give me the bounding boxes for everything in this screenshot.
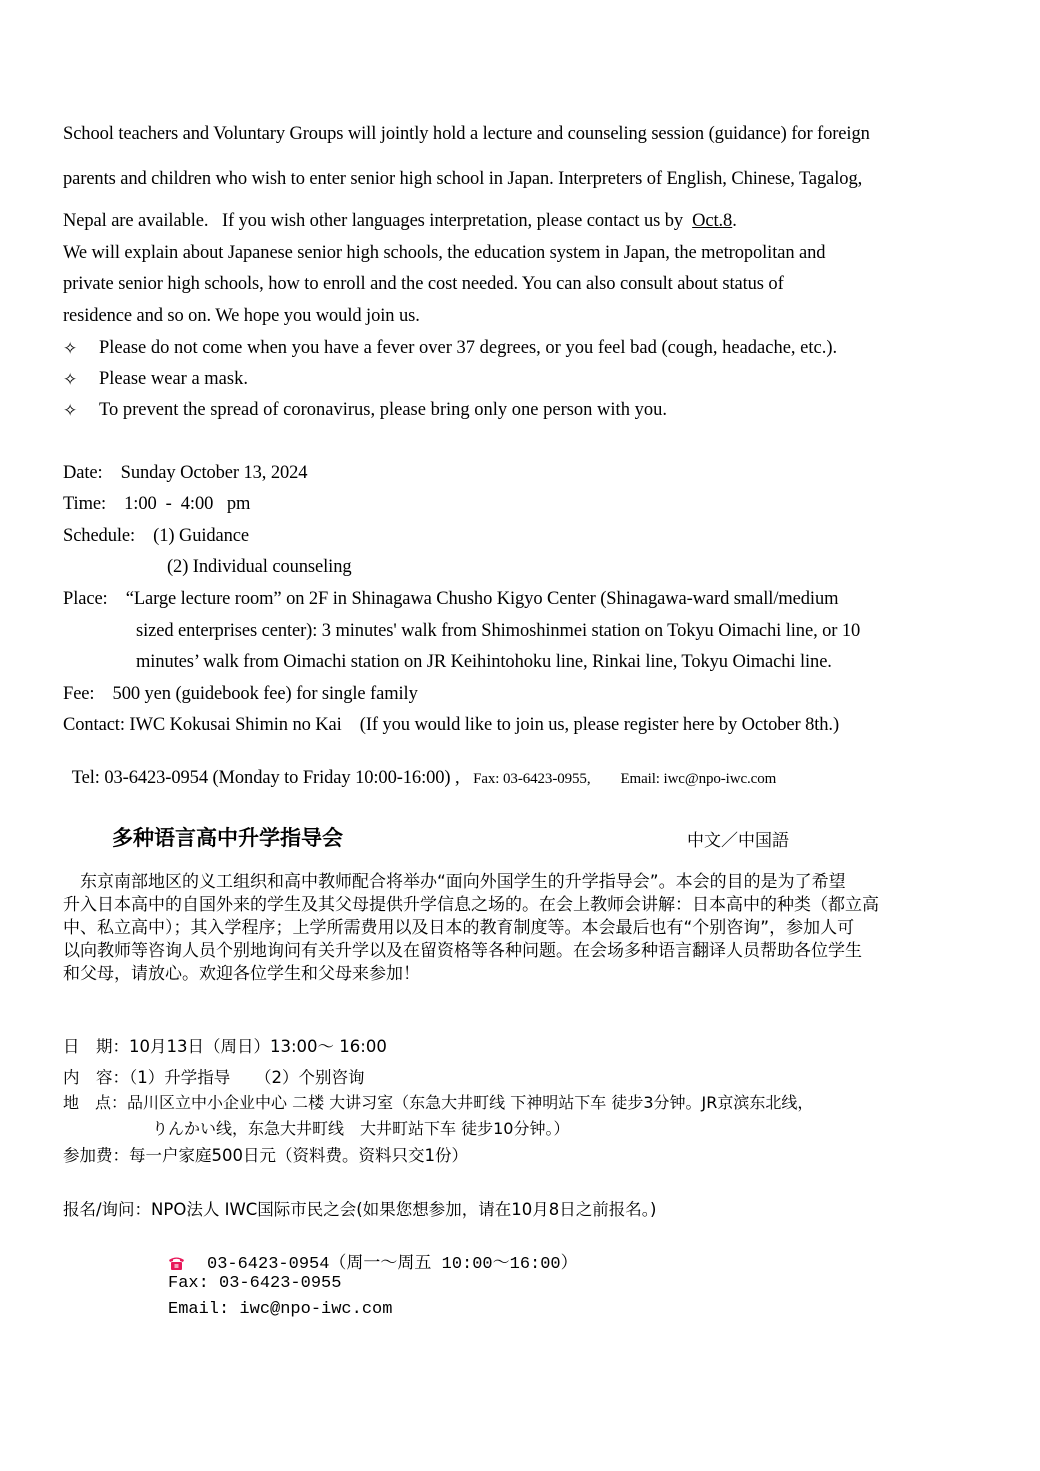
sparkle-bullet-icon: ✧ [63, 339, 78, 358]
notice-item-companion: To prevent the spread of coronavirus, please bring only one person with you. [99, 400, 667, 420]
intro-line-3 [63, 211, 737, 232]
chinese-register: 报名/询问：NPO法人 IWC国际市民之会(如果您想参加，请在10月8日之前报名。) [63, 1200, 657, 1219]
chinese-fax: Fax: 03-6423-0955 [168, 1274, 342, 1293]
chinese-date: 日 期：10月13日（周日）13:00～ 16:00 [63, 1037, 387, 1056]
event-place-3: minutes’ walk from Oimachi station on JR Keihintohoku line, Rinkai line, Tokyu Oimachi line. [136, 652, 832, 672]
notice-item-mask: Please wear a mask. [99, 369, 248, 389]
event-schedule-1: Schedule: (1) Guidance [63, 526, 250, 546]
chinese-body-2: 升入日本高中的自国外来的学生及其父母提供升学信息之场的。在会上教师会讲解：日本高中的种类（都立高 [63, 895, 879, 915]
event-place-2: sized enterprises center): 3 minutes' walk from Shimoshinmei station on Tokyu Oimachi line, or 10 [136, 621, 861, 641]
language-label: 中文／中国語 [687, 831, 789, 851]
chinese-body-4: 以向教师等咨询人员个别地询问有关升学以及在留资格等各种问题。在会场多种语言翻译人员帮助各位学生 [63, 941, 862, 961]
explain-line-2: private senior high schools, how to enroll and the cost needed. You can also consult about status of [63, 274, 784, 294]
intro-line-1: School teachers and Voluntary Groups will jointly hold a lecture and counseling session (guidance) for foreign [63, 124, 870, 144]
event-date: Date: Sunday October 13, 2024 [63, 463, 308, 483]
chinese-fee: 参加费：每一户家庭500日元（资料费。资料只交1份） [63, 1146, 468, 1165]
chinese-place-1: 地 点：品川区立中小企业中心 二楼 大讲习室（东急大井町线 下神明站下车 徒步3分钟。JR京滨东北线， [63, 1093, 814, 1112]
chinese-body-5: 和父母，请放心。欢迎各位学生和父母来参加！ [63, 964, 420, 984]
sparkle-bullet-icon: ✧ [63, 401, 78, 420]
chinese-phone: 03-6423-0954（周一～周五 10:00～16:00） [207, 1255, 578, 1274]
event-contact: Contact: IWC Kokusai Shimin no Kai (If you would like to join us, please register here by October 8th.) [63, 715, 840, 735]
event-time: Time: 1:00 - 4:00 pm [63, 494, 251, 514]
chinese-content: 内 容：（1）升学指导 （2）个别咨询 [63, 1068, 365, 1087]
deadline-link: Oct.8 [692, 211, 733, 231]
intro-line-2: parents and children who wish to enter senior high school in Japan. Interpreters of English, Chinese, Tagalog, [63, 169, 863, 189]
contact-tel: Tel: 03-6423-0954 (Monday to Friday 10:00-16:00) , [71, 768, 474, 788]
contact-line [63, 747, 776, 789]
chinese-phone-line [168, 1248, 578, 1274]
event-place-1: Place: “Large lecture room” on 2F in Shinagawa Chusho Kigyo Center (Shinagawa-ward small/medium [63, 589, 839, 609]
chinese-place-2: りんかい线，东急大井町线 大井町站下车 徒步10分钟。） [152, 1119, 570, 1138]
intro-line-3-text: Nepal are available. If you wish other languages interpretation, please contact us by [63, 211, 693, 231]
sparkle-bullet-icon: ✧ [63, 370, 78, 389]
chinese-email: Email: iwc@npo-iwc.com [168, 1300, 393, 1319]
telephone-icon [168, 1256, 185, 1270]
chinese-body-3: 中、私立高中）；其入学程序；上学所需费用以及日本的教育制度等。本会最后也有“个别咨询”，参加人可 [63, 918, 855, 938]
event-schedule-2: (2) Individual counseling [167, 557, 352, 577]
chinese-body-1: 东京南部地区的义工组织和高中教师配合将举办“面向外国学生的升学指导会”。本会的目的是为了希望 [63, 872, 846, 892]
deadline-suffix: . [732, 211, 737, 231]
notice-item-fever: Please do not come when you have a fever over 37 degrees, or you feel bad (cough, headache, etc.). [99, 338, 838, 358]
contact-email: Email: iwc@npo-iwc.com [620, 771, 777, 787]
event-fee: Fee: 500 yen (guidebook fee) for single family [63, 684, 418, 704]
contact-fax-label [473, 771, 590, 787]
explain-line-3: residence and so on. We hope you would join us. [63, 306, 420, 326]
contact-fax: Fax: 03-6423-0955, [473, 771, 591, 787]
chinese-title: 多种语言高中升学指导会 [112, 826, 343, 850]
explain-line-1: We will explain about Japanese senior high schools, the education system in Japan, the metropolitan and [63, 243, 826, 263]
